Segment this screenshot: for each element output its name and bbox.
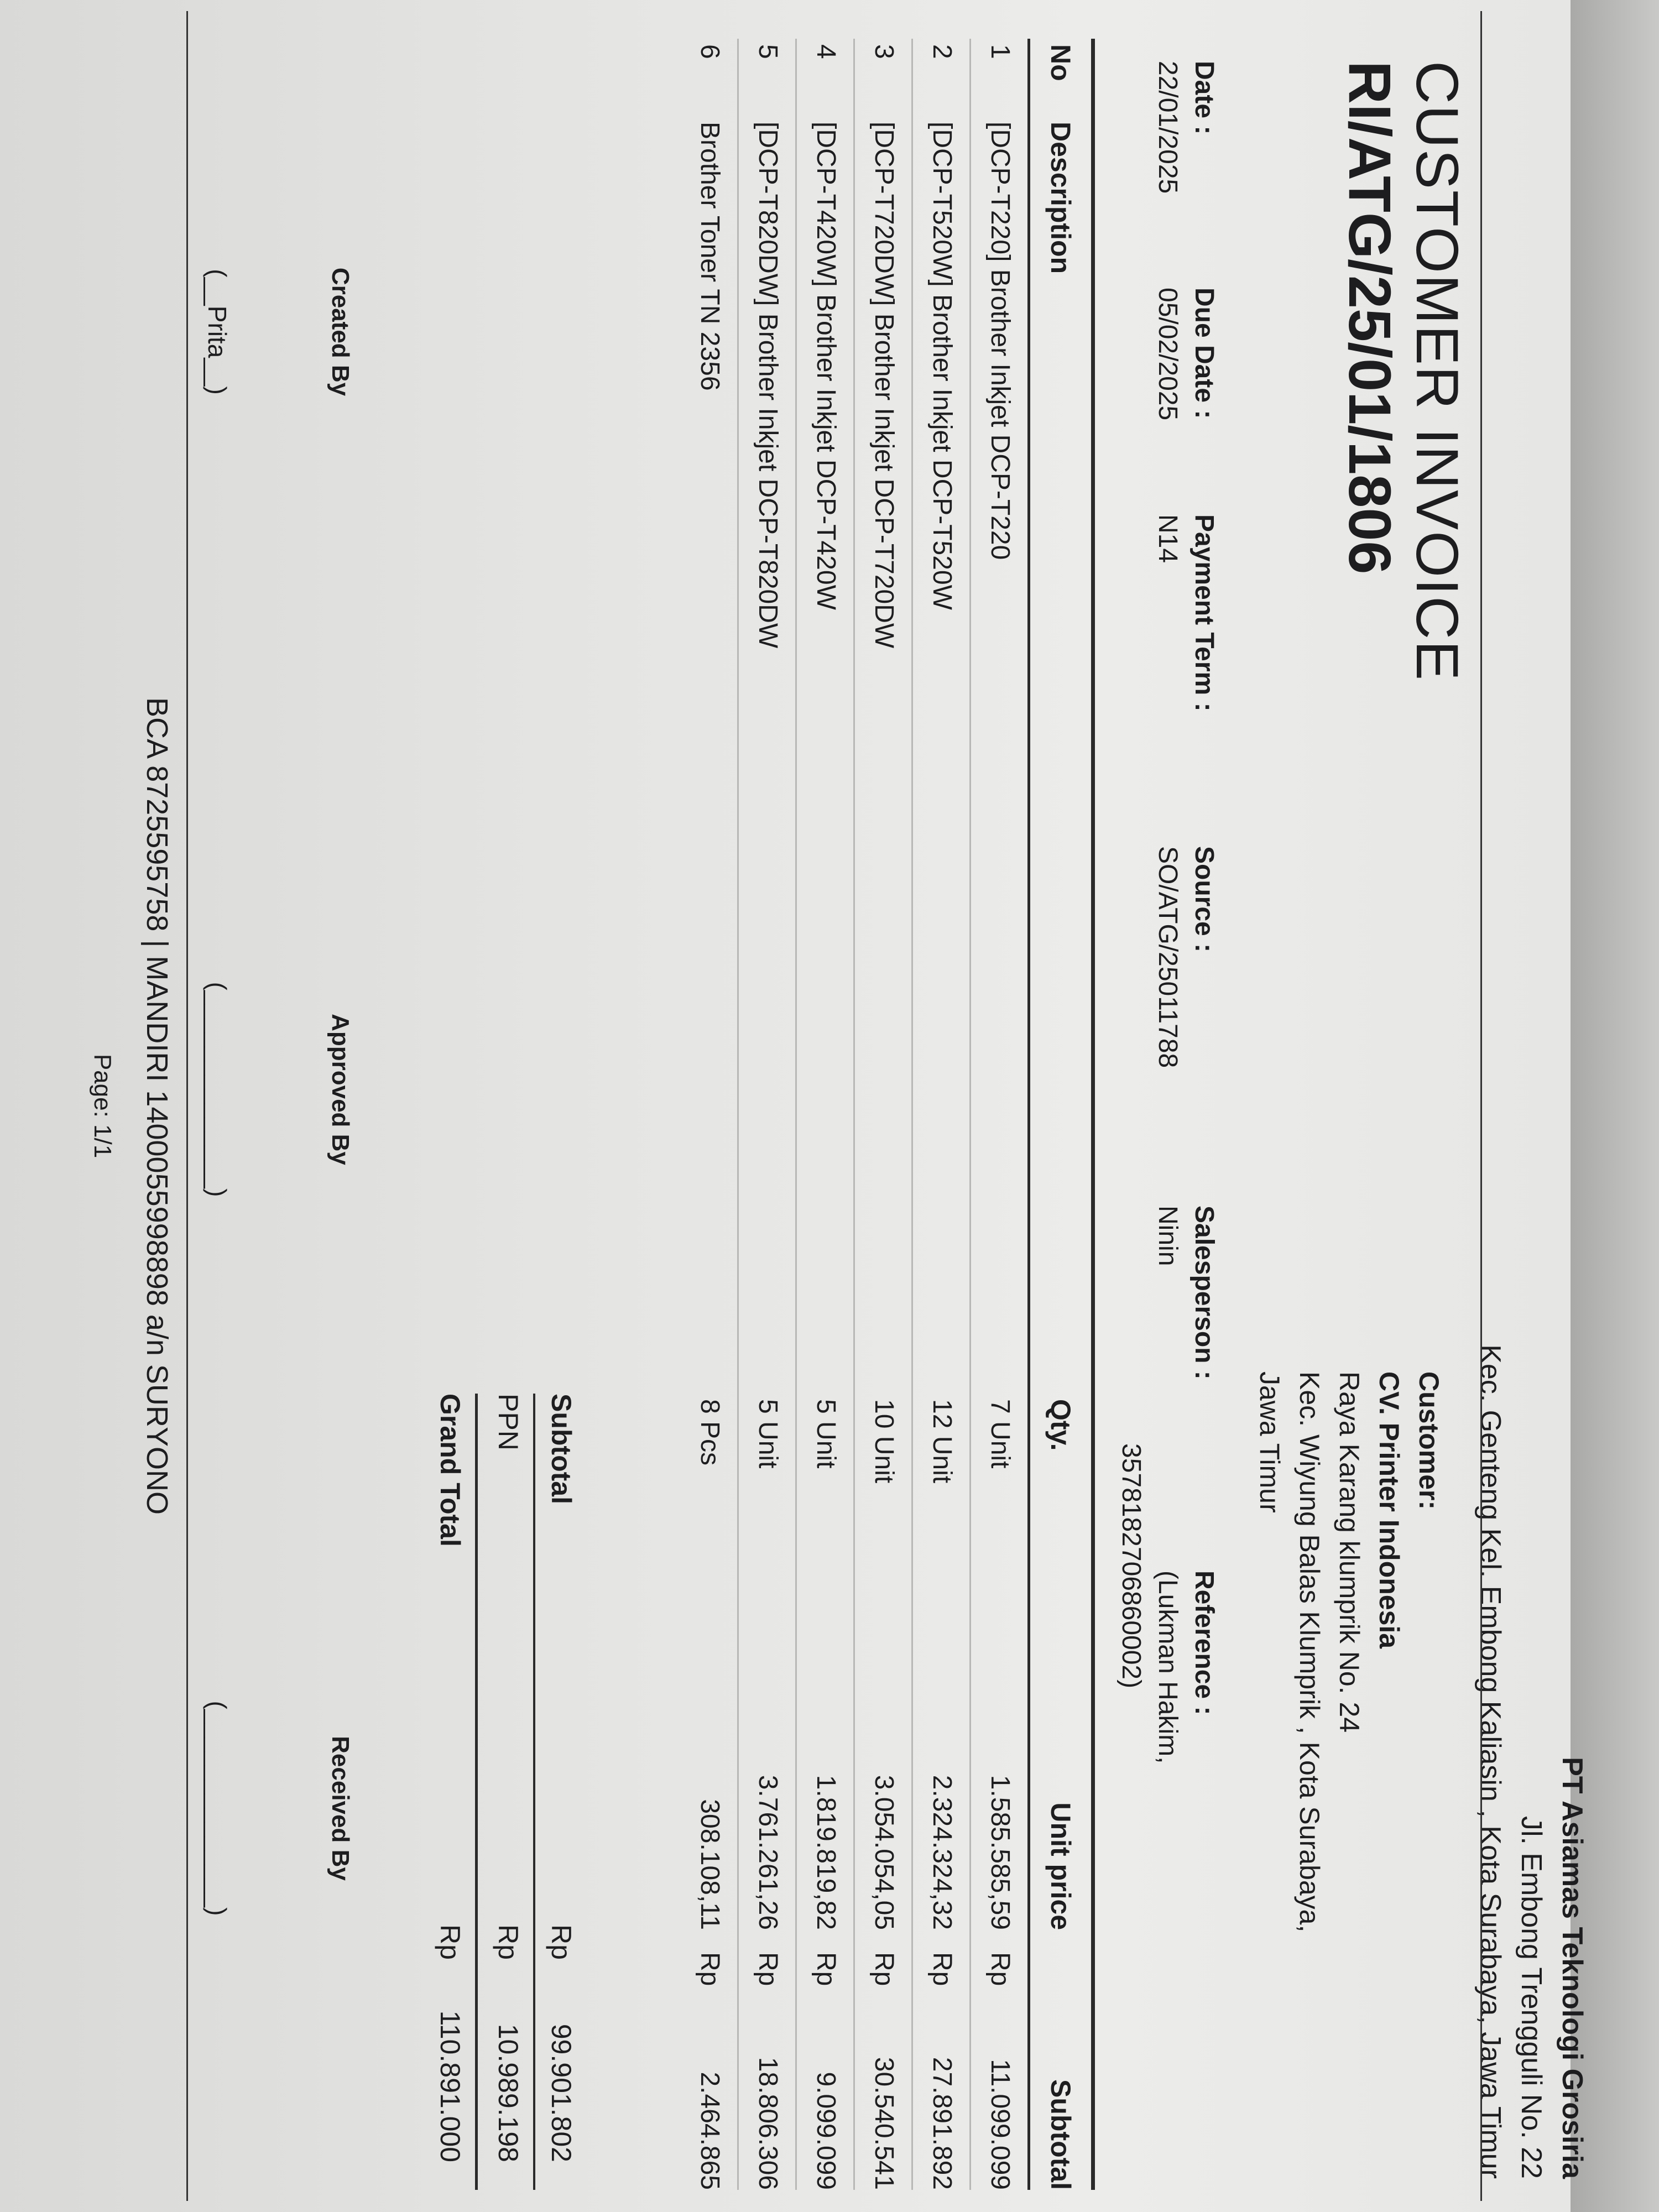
received-by-label: Received By xyxy=(327,1736,354,1881)
table-row xyxy=(853,39,911,2190)
created-by-name: (__Prita__) xyxy=(203,269,232,395)
reference-line1: (Lukman Hakim, xyxy=(1153,1571,1182,1764)
invoice-title-block xyxy=(1336,61,1471,681)
meta-date xyxy=(1149,61,1222,194)
due-date-value: 05/02/2025 xyxy=(1153,288,1182,421)
due-date-label: Due Date : xyxy=(1190,288,1219,419)
ppn-row xyxy=(482,1394,535,2190)
row-unit-price: 1.819.819,82 xyxy=(811,1775,841,1930)
row-unit-price: 1.585.585,59 xyxy=(985,1775,1015,1930)
row-qty: 7 Unit xyxy=(985,1399,1015,1469)
created-by-signature xyxy=(202,111,354,553)
line-items-table xyxy=(681,39,1095,2190)
customer-label: Customer: xyxy=(1413,1371,1444,1510)
company-name: PT Asiamas Teknologi Grosiria xyxy=(1556,1757,1588,2179)
header-description: Description xyxy=(1045,122,1076,274)
reference-line2: 3578182706860002) xyxy=(1117,1443,1146,1689)
row-unit-price: 3.761.261,26 xyxy=(753,1775,782,1930)
received-by-signature xyxy=(202,1587,354,2030)
table-row xyxy=(911,39,969,2190)
table-row xyxy=(737,39,795,2190)
row-qty: 10 Unit xyxy=(869,1399,899,1484)
table-row xyxy=(969,39,1027,2190)
header-divider xyxy=(1480,11,1482,2201)
grand-total-value: 110.891.000 xyxy=(435,2010,466,2162)
row-description: Brother Toner TN 2356 xyxy=(695,122,724,391)
row-no: 6 xyxy=(695,44,724,59)
row-unit-price: 308.108,11 xyxy=(695,1799,724,1930)
subtotal-currency: Rp xyxy=(546,1924,577,1960)
ppn-value: 10.989.198 xyxy=(493,2023,524,2162)
date-value: 22/01/2025 xyxy=(1153,61,1182,194)
row-description: [DCP-T420W] Brother Inkjet DCP-T420W xyxy=(811,122,841,610)
row-subtotal: 2.464.865 xyxy=(695,2072,724,2190)
customer-block xyxy=(1250,1371,1449,1980)
row-no: 5 xyxy=(753,44,782,59)
row-currency: Rp xyxy=(869,1952,899,1986)
invoice-title: CUSTOMER INVOICE xyxy=(1404,61,1471,682)
salesperson-label: Salesperson : xyxy=(1190,1206,1219,1380)
row-currency: Rp xyxy=(811,1952,841,1986)
reference-label: Reference : xyxy=(1190,1571,1219,1715)
page-number: Page: 1/1 xyxy=(89,1053,116,1159)
subtotal-label: Subtotal xyxy=(546,1394,577,1504)
bank-account-info: BCA 8725595758 | MANDIRI 1400055998898 a/n SURYONO xyxy=(140,697,174,1515)
source-label: Source : xyxy=(1190,846,1219,953)
meta-payment-term xyxy=(1149,514,1222,712)
grand-total-currency: Rp xyxy=(435,1924,466,1960)
row-qty: 5 Unit xyxy=(753,1399,782,1469)
row-no: 3 xyxy=(869,44,899,59)
row-currency: Rp xyxy=(695,1952,724,1986)
row-qty: 12 Unit xyxy=(927,1399,957,1484)
row-no: 2 xyxy=(927,44,957,59)
ppn-label: PPN xyxy=(493,1394,524,1451)
company-header xyxy=(1470,1344,1593,2179)
row-subtotal: 18.806.306 xyxy=(753,2057,782,2190)
payment-term-label: Payment Term : xyxy=(1190,514,1219,712)
row-currency: Rp xyxy=(985,1952,1015,1986)
row-no: 1 xyxy=(985,44,1015,59)
date-label: Date : xyxy=(1190,61,1219,135)
row-subtotal: 30.540.541 xyxy=(869,2057,899,2190)
customer-address-line3: Jawa Timur xyxy=(1254,1371,1285,1513)
row-qty: 8 Pcs xyxy=(695,1399,724,1466)
totals-block xyxy=(424,1394,586,2190)
header-subtotal: Subtotal xyxy=(1045,2079,1076,2190)
customer-address-line2: Kec. Wiyung Balas Klumprik , Kota Surabaya, xyxy=(1294,1371,1325,1933)
row-currency: Rp xyxy=(927,1952,957,1986)
row-subtotal: 11.099.099 xyxy=(985,2059,1015,2190)
invoice-document xyxy=(11,11,1593,2201)
table-row xyxy=(681,39,737,2190)
company-address-line2: Kec. Genteng Kel. Embong Kaliasin , Kota Surabaya, Jawa Timur xyxy=(1474,1344,1506,2179)
meta-reference xyxy=(1113,1443,1222,1764)
subtotal-value: 99.901.802 xyxy=(546,2023,577,2162)
grand-total-label: Grand Total xyxy=(435,1394,466,1547)
table-header xyxy=(1027,39,1095,2190)
company-address-line1: Jl. Embong Trengguli No. 22 xyxy=(1515,1815,1547,2179)
row-description: [DCP-T520W] Brother Inkjet DCP-T520W xyxy=(927,122,957,610)
salesperson-value: Ninin xyxy=(1153,1206,1182,1266)
customer-name: CV. Printer Indonesia xyxy=(1374,1371,1405,1649)
footer-divider xyxy=(186,11,188,2201)
approved-by-signature xyxy=(202,868,354,1311)
meta-due-date xyxy=(1149,288,1222,420)
row-unit-price: 3.054.054,05 xyxy=(869,1775,899,1930)
approved-by-name: (______________) xyxy=(203,982,232,1197)
customer-address-line1: Raya Karang klumprik No. 24 xyxy=(1334,1371,1365,1733)
header-qty: Qty. xyxy=(1045,1399,1076,1451)
approved-by-label: Approved By xyxy=(327,1014,354,1165)
row-no: 4 xyxy=(811,44,841,59)
source-value: SO/ATG/25011788 xyxy=(1153,846,1182,1068)
header-no: No xyxy=(1045,44,1076,81)
ppn-currency: Rp xyxy=(493,1924,524,1960)
row-currency: Rp xyxy=(753,1952,782,1986)
grand-total-row xyxy=(424,1394,478,2190)
header-unit-price: Unit price xyxy=(1045,1802,1076,1930)
row-subtotal: 27.891.892 xyxy=(927,2057,957,2190)
subtotal-row xyxy=(535,1394,586,2190)
received-by-name: (______________) xyxy=(203,1700,232,1916)
row-subtotal: 9.099.099 xyxy=(811,2072,841,2190)
row-description: [DCP-T820DW] Brother Inkjet DCP-T820DW xyxy=(753,122,782,649)
payment-term-value: N14 xyxy=(1153,514,1182,564)
row-description: [DCP-T220] Brother Inkjet DCP-T220 xyxy=(985,122,1015,560)
meta-source xyxy=(1149,846,1222,1068)
row-qty: 5 Unit xyxy=(811,1399,841,1469)
row-unit-price: 2.324.324,32 xyxy=(927,1775,957,1930)
meta-salesperson xyxy=(1149,1206,1222,1380)
row-description: [DCP-T720DW] Brother Inkjet DCP-T720DW xyxy=(869,122,899,649)
table-row xyxy=(795,39,853,2190)
created-by-label: Created By xyxy=(327,267,354,397)
invoice-number: RI/ATG/25/01/1806 xyxy=(1337,61,1404,575)
